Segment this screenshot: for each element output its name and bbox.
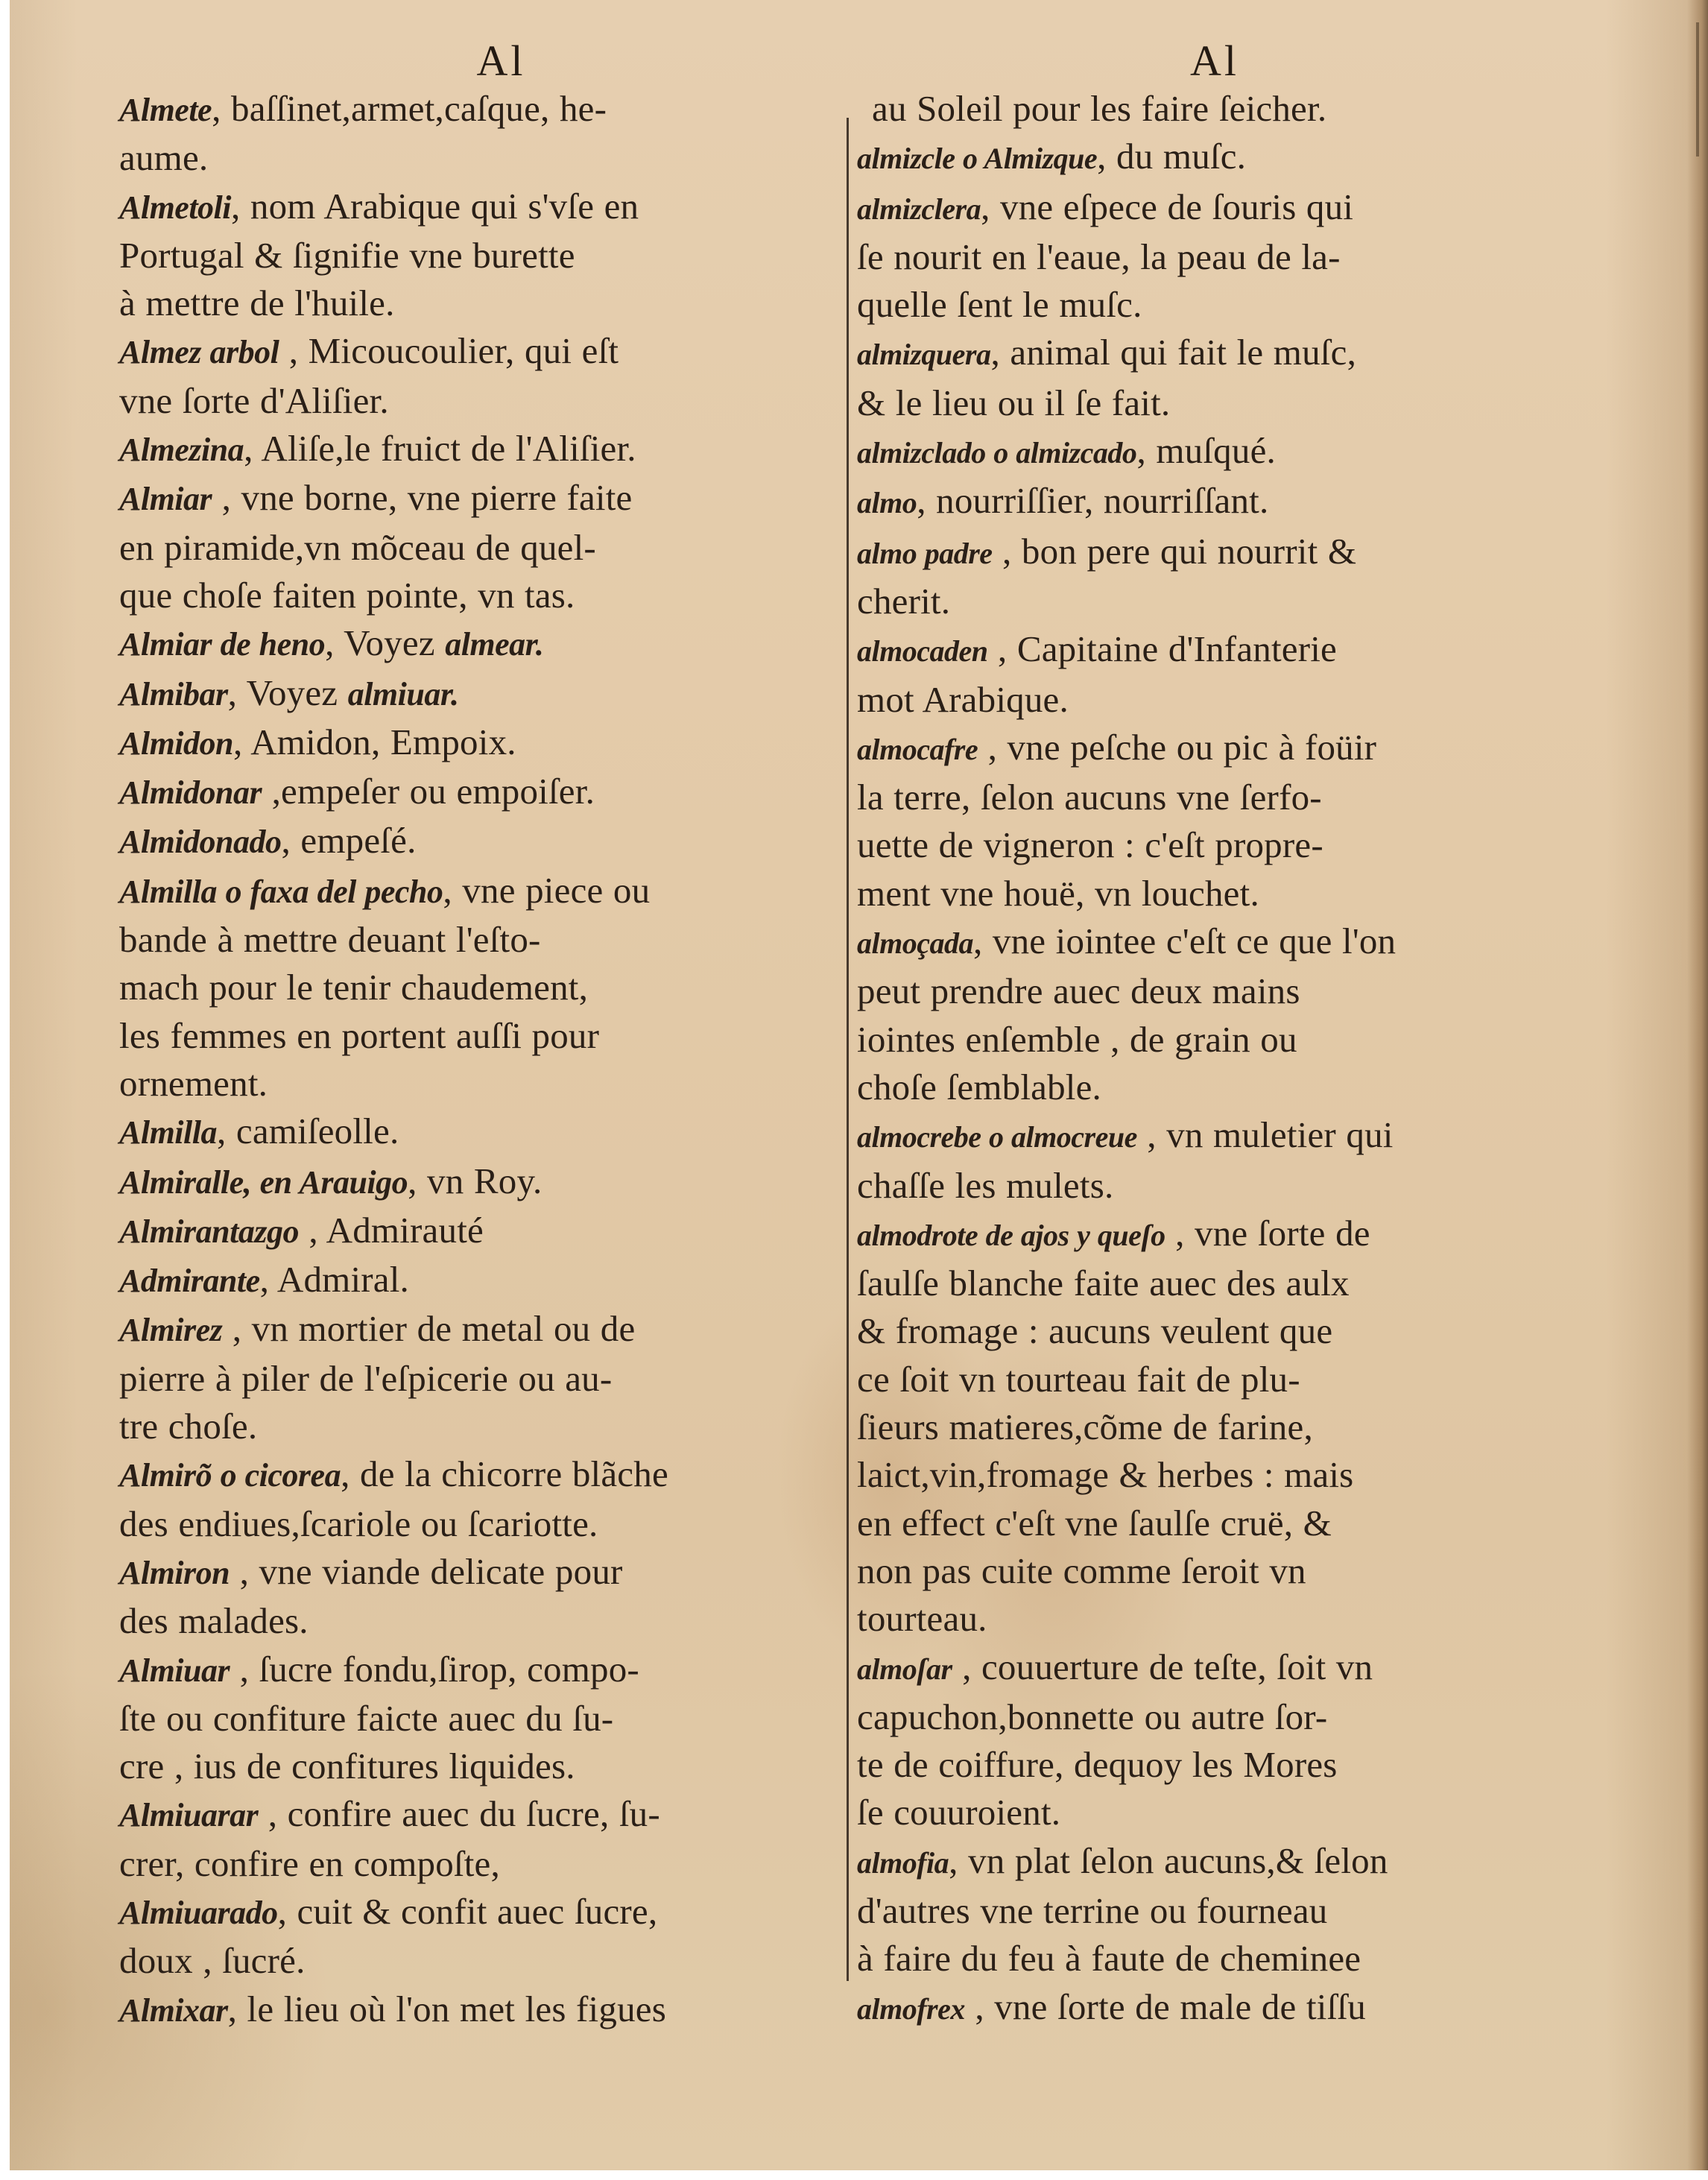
entry-line: ſieurs matieres,cõme de farine, [857,1406,1313,1448]
entry-headword: almizclado o almizcado [857,436,1137,470]
left-entries [119,85,853,2035]
left-column [119,37,853,2035]
entry-line: non pas cuite comme ſeroit vn [857,1549,1306,1591]
entry-line: les femmes en portent auſſi pour [119,1014,600,1056]
entry-first-line [119,1548,853,1597]
dictionary-entry [857,427,1565,477]
entry-definition: , ſucre fondu,ſirop, compo- [230,1648,639,1690]
dictionary-entry [119,1207,853,1256]
entry-line: quelle ſent le muſc. [857,284,1142,326]
entry-definition: , vne borne, vne pierre faite [212,477,633,519]
dictionary-entry [119,1108,853,1157]
entry-headword: Almez arbol [119,334,279,371]
entry-first-line [119,1985,853,2035]
entry-line: capuchon,bonnette ou autre ſor- [857,1696,1328,1737]
page-edge-mark [1696,22,1699,157]
dictionary-entry [119,425,853,474]
entry-first-line [119,474,853,523]
cross-reference: almear. [445,626,544,663]
dictionary-entry [119,1256,853,1305]
entry-first-line [119,669,853,718]
entry-first-line [119,183,853,232]
entry-line: pierre à piler de l'eſpicerie ou au- [119,1357,613,1399]
entry-headword: Admirante [119,1263,260,1300]
entry-line: en effect c'eſt vne ſaulſe cruë, & [857,1502,1332,1544]
entry-line: peut prendre auec deux mains [857,970,1300,1012]
running-head-right: Al [1190,37,1239,85]
entry-definition: , muſqué. [1136,430,1276,472]
entry-line: que choſe faiten pointe, vn tas. [119,574,575,616]
entry-definition: , empeſé. [281,820,417,862]
entry-first-line [857,477,1565,527]
dictionary-entry [119,619,853,669]
dictionary-entry [119,1888,853,1985]
entry-line: à faire du feu à faute de cheminee [857,1938,1361,1980]
right-entries [857,133,1565,2033]
entry-headword: Almiuar [119,1652,230,1689]
entry-definition: , Admirauté [298,1209,484,1251]
entry-headword: Almixar [119,1991,228,2029]
entry-headword: Almiar de heno [119,626,326,663]
entry-line: te de coiffure, dequoy les Mores [857,1744,1338,1786]
entry-headword: almocafre [857,732,978,766]
entry-headword: Almirantazgo [119,1213,299,1250]
entry-definition: , confire auec du ſucre, ſu- [258,1793,660,1835]
entry-first-line [857,917,1565,967]
dictionary-entry [119,817,853,866]
entry-headword: Almiar [119,481,212,518]
entry-definition: , vne ſorte de male de tiſſu [964,1985,1366,2027]
entry-first-line [857,183,1565,233]
entry-headword: almizquera [857,338,991,372]
dictionary-entry [857,477,1565,527]
dictionary-entry [119,1450,853,1548]
entry-definition: , vne iointee c'eſt ce que l'on [972,920,1397,962]
entry-line: doux , ſucré. [119,1940,306,1982]
dictionary-entry [119,474,853,619]
entry-definition: , Voyez [227,672,348,713]
entry-definition: , Voyez [325,622,446,664]
entry-definition: , bon pere qui nourrit & [992,530,1357,572]
entry-definition: , vne peſche ou pic à foüir [978,726,1377,768]
entry-first-line [119,327,853,376]
entry-definition: , couuerture de teſte, ſoit vn [952,1646,1373,1687]
dictionary-entry [857,133,1565,183]
entry-first-line [119,1646,853,1695]
dictionary-entry [119,1790,853,1888]
entry-first-line [119,425,853,474]
entry-line: ment vne houë, vn louchet. [857,872,1259,914]
entry-first-line [119,1790,853,1839]
dictionary-entry [119,85,853,183]
entry-line: chaſſe les mulets. [857,1164,1114,1206]
entry-headword: almofia [857,1845,949,1880]
entry-line: & fromage : aucuns veulent que [857,1310,1333,1352]
dictionary-entry [119,718,853,768]
entry-definition: , cuit & confit auec ſucre, [277,1890,658,1932]
dictionary-entry [857,917,1565,1111]
entry-headword: almoçada [857,926,973,961]
entry-line: ornement. [119,1062,268,1104]
dictionary-entry [857,724,1565,917]
entry-first-line [857,1210,1565,1260]
dictionary-entry [119,768,853,817]
entry-line: en piramide,vn mõceau de quel- [119,526,596,568]
entry-headword: Almiron [119,1554,230,1591]
dictionary-entry [119,183,853,328]
entry-line: & le lieu ou il ſe fait. [857,382,1171,423]
entry-first-line [119,1108,853,1157]
entry-line: tre choſe. [119,1406,258,1447]
entry-definition: , Capitaine d'Infanterie [987,628,1338,670]
entry-headword: Almiuarar [119,1797,259,1834]
entry-definition: , Aliſe,le fruict de l'Aliſier. [244,428,636,470]
entry-line: crer, confire en compoſte, [119,1842,500,1884]
entry-first-line [857,625,1565,675]
entry-first-line [857,528,1565,578]
entry-headword: almocrebe o almocreue [857,1120,1137,1154]
entry-first-line [857,427,1565,477]
entry-headword: almizclera [857,192,981,226]
entry-headword: Almilla [119,1114,217,1151]
dictionary-entry [857,329,1565,427]
entry-headword: Almidonado [119,824,282,861]
entry-line: aume. [119,137,209,179]
entry-first-line [857,1643,1565,1693]
entry-headword: Almezina [119,432,244,469]
entry-headword: Almilla o faxa del pecho [119,873,443,910]
dictionary-entry [119,867,853,1108]
dictionary-entry [119,1646,853,1791]
dictionary-entry [119,1305,853,1450]
entry-line: à mettre de l'huile. [119,282,395,324]
entry-first-line [857,329,1565,379]
entry-headword: almocaden [857,634,988,669]
dictionary-entry [857,1111,1565,1210]
entry-line: bande à mettre deuant l'eſto- [119,919,541,961]
entry-line: ſaulſe blanche faite auec des aulx [857,1263,1350,1304]
entry-line: ſe couuroient. [857,1792,1061,1833]
entry-line: ſe nourit en l'eaue, la peau de la- [857,236,1341,277]
right-column [857,37,1565,2033]
entry-definition: , vne ſorte de [1165,1212,1370,1254]
entry-headword: almoſar [857,1652,952,1686]
entry-headword: Almiuarado [119,1894,278,1931]
entry-line: choſe ſemblable. [857,1066,1102,1108]
entry-headword: almofrex [857,1991,965,2026]
dictionary-entry [857,1210,1565,1643]
entry-definition: , Admiral. [259,1259,409,1301]
entry-line: au Soleil pour les faire ſeicher. [872,88,1327,129]
entry-headword: almo [857,486,917,520]
dictionary-entry [119,1548,853,1646]
page-edge-shadow [1687,0,1708,2170]
entry-definition: , vne viande delicate pour [230,1550,623,1592]
entry-first-line [857,724,1565,774]
entry-first-line [119,817,853,866]
entry-definition: ,empeſer ou empoiſer. [262,771,595,812]
entry-first-line [119,1157,853,1207]
entry-line: laict,vin,fromage & herbes : mais [857,1454,1354,1496]
entry-headword: Almirõ o cicorea [119,1457,341,1494]
dictionary-entry [857,1837,1565,1983]
entry-definition: , animal qui fait le muſc, [990,332,1357,373]
dictionary-entry [857,1643,1565,1837]
entry-definition: , Amidon, Empoix. [233,721,516,762]
entry-headword: Almidon [119,724,233,762]
entry-line: tourteau. [857,1598,987,1640]
entry-definition: , de la chicorre blãche [341,1453,668,1495]
entry-line: cre , ius de confitures liquides. [119,1745,575,1787]
dictionary-entry [857,625,1565,724]
entry-first-line [119,1207,853,1256]
entry-definition: , vn muletier qui [1136,1114,1394,1156]
entry-definition: , nourriſſier, nourriſſant. [917,480,1269,522]
entry-first-line [119,718,853,768]
entry-definition: , vn plat ſelon aucuns,& ſelon [949,1839,1388,1881]
entry-definition: , vn Roy. [408,1160,543,1201]
entry-line: mach pour le tenir chaudement, [119,967,589,1008]
entry-line: ſte ou confiture faicte auec du ſu- [119,1697,614,1739]
continuation-line [857,85,1565,133]
entry-line: d'autres vne terrine ou fourneau [857,1889,1328,1931]
entry-first-line [857,1983,1565,2033]
dictionary-entry [857,183,1565,329]
entry-first-line [119,1888,853,1937]
dictionary-entry [857,1983,1565,2033]
entry-line: des malades. [119,1600,309,1642]
entry-headword: Almiralle, en Arauigo [119,1163,408,1201]
entry-line: Portugal & ſignifie vne burette [119,234,575,276]
entry-definition: , nom Arabique qui s'vſe en [231,185,639,227]
entry-headword: Almete [119,92,212,128]
entry-first-line [119,1450,853,1500]
entry-definition: , du muſc. [1097,136,1247,177]
entry-line: mot Arabique. [857,678,1069,720]
entry-first-line [857,1111,1565,1161]
entry-line: ce ſoit vn tourteau fait de plu- [857,1358,1300,1400]
entry-headword: Almibar [119,675,228,713]
running-head-left: Al [476,37,526,85]
entry-definition: , vne eſpece de ſouris qui [981,186,1354,227]
column-divider [847,118,849,1981]
entry-definition: , le lieu où l'on met les figues [227,1988,666,2029]
entry-first-line [119,85,853,134]
dictionary-entry [119,669,853,718]
entry-first-line [119,1305,853,1354]
entry-line: vne ſorte d'Aliſier. [119,379,389,421]
entry-headword: almizcle o Almizque [857,142,1098,176]
book-page [10,0,1708,2170]
entry-first-line [119,867,853,916]
entry-line: des endiues,ſcariole ou ſcariotte. [119,1503,598,1544]
dictionary-entry [119,327,853,425]
entry-line: cherit. [857,580,951,622]
entry-first-line [857,133,1565,183]
entry-headword: Almidonar [119,774,262,812]
entry-definition: , Micoucoulier, qui eſt [279,330,619,372]
entry-headword: almo padre [857,536,993,570]
entry-definition: , vn mortier de metal ou de [222,1308,636,1350]
entry-headword: Almirez [119,1312,223,1349]
entry-definition: , vne piece ou [443,869,651,911]
dictionary-entry [119,1985,853,2035]
entry-line: uette de vigneron : c'eſt propre- [857,824,1323,866]
entry-definition: , baſſinet,armet,caſque, he- [212,88,607,129]
entry-first-line [119,1256,853,1305]
entry-headword: Almetoli [119,189,231,226]
dictionary-entry [119,1157,853,1207]
cross-reference: almiuar. [347,675,459,713]
entry-line: iointes enſemble , de grain ou [857,1018,1297,1060]
entry-first-line [119,768,853,817]
dictionary-entry [857,528,1565,626]
entry-first-line [857,1837,1565,1887]
entry-definition: , camiſeolle. [216,1110,399,1152]
entry-line: la terre, ſelon aucuns vne ſerfo- [857,777,1322,818]
entry-first-line [119,619,853,669]
entry-headword: almodrote de ajos y queſo [857,1218,1165,1252]
